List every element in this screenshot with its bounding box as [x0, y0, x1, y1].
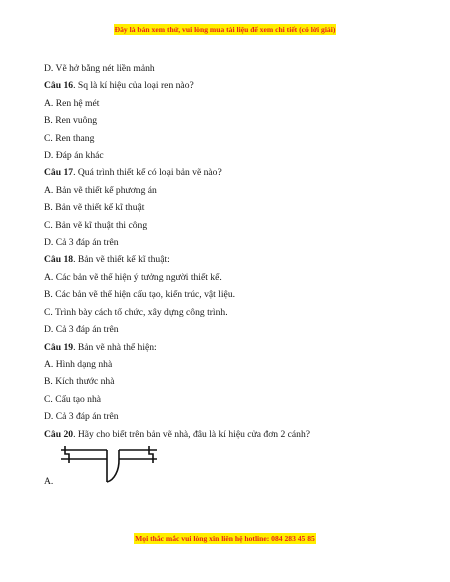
question-18	[44, 251, 414, 268]
option-line: B. Các bản vẽ thể hiện cấu tạo, kiến trúc, vật liệu.	[44, 289, 236, 301]
answer-figure-row	[44, 443, 414, 499]
question-16	[44, 77, 414, 94]
question-text: . Sq là kí hiệu của loại ren nào?	[73, 80, 194, 92]
option-line: A.	[44, 475, 54, 487]
question-text: . Bản vẽ thiết kế kĩ thuật:	[73, 254, 170, 266]
question-20	[44, 426, 414, 443]
option-line: D. Cả 3 đáp án trên	[44, 411, 119, 423]
question-text: . Hãy cho biết trên bản vẽ nhà, đâu là kí hiệu cửa đơn 2 cánh?	[73, 428, 311, 440]
option-line: A. Hình dạng nhà	[44, 358, 113, 370]
option-line: C. Bản vẽ kĩ thuật thi công	[44, 219, 148, 231]
option-line: D. Cả 3 đáp án trên	[44, 237, 119, 249]
preview-notice-banner	[0, 25, 450, 34]
hotline-notice-banner	[0, 534, 450, 543]
option-line: A. Bản vẽ thiết kế phương án	[44, 184, 157, 196]
option-line: B. Kích thước nhà	[44, 376, 115, 388]
question-number: Câu 19	[44, 341, 74, 353]
question-number: Câu 20	[44, 428, 74, 440]
option-line: C. Trình bày cách tổ chức, xây dựng công trình.	[44, 306, 228, 318]
option-line: D. Đáp án khác	[44, 150, 104, 162]
document-body	[44, 60, 414, 499]
option-line: C. Cấu tạo nhà	[44, 393, 102, 405]
option-line: C. Ren thang	[44, 132, 95, 144]
question-19	[44, 339, 414, 356]
option-line: A. Các bản vẽ thể hiện ý tưởng người thiết kế.	[44, 271, 222, 283]
question-text: . Quá trình thiết kế có loại bản vẽ nào?	[73, 167, 222, 179]
question-text: . Bản vẽ nhà thể hiện:	[73, 341, 157, 353]
question-number: Câu 16	[44, 80, 74, 92]
option-line: B. Ren vuông	[44, 115, 98, 127]
option-line: B. Bản vẽ thiết kế kĩ thuật	[44, 202, 145, 214]
question-number: Câu 17	[44, 167, 74, 179]
question-17	[44, 164, 414, 181]
hotline-notice-text: Mọi thắc mắc vui lòng xin liên hệ hotline: 084 283 45 85	[135, 534, 315, 543]
question-number: Câu 18	[44, 254, 74, 266]
option-line: D. Vẽ hở bằng nét liền mảnh	[44, 63, 155, 74]
option-line: A. Ren hệ mét	[44, 97, 100, 109]
door-symbol-icon	[59, 444, 159, 490]
preview-notice-text: Đây là bản xem thử, vui lòng mua tài liệu để xem chi tiết (có lời giải)	[114, 25, 336, 34]
option-line: D. Cả 3 đáp án trên	[44, 324, 119, 336]
